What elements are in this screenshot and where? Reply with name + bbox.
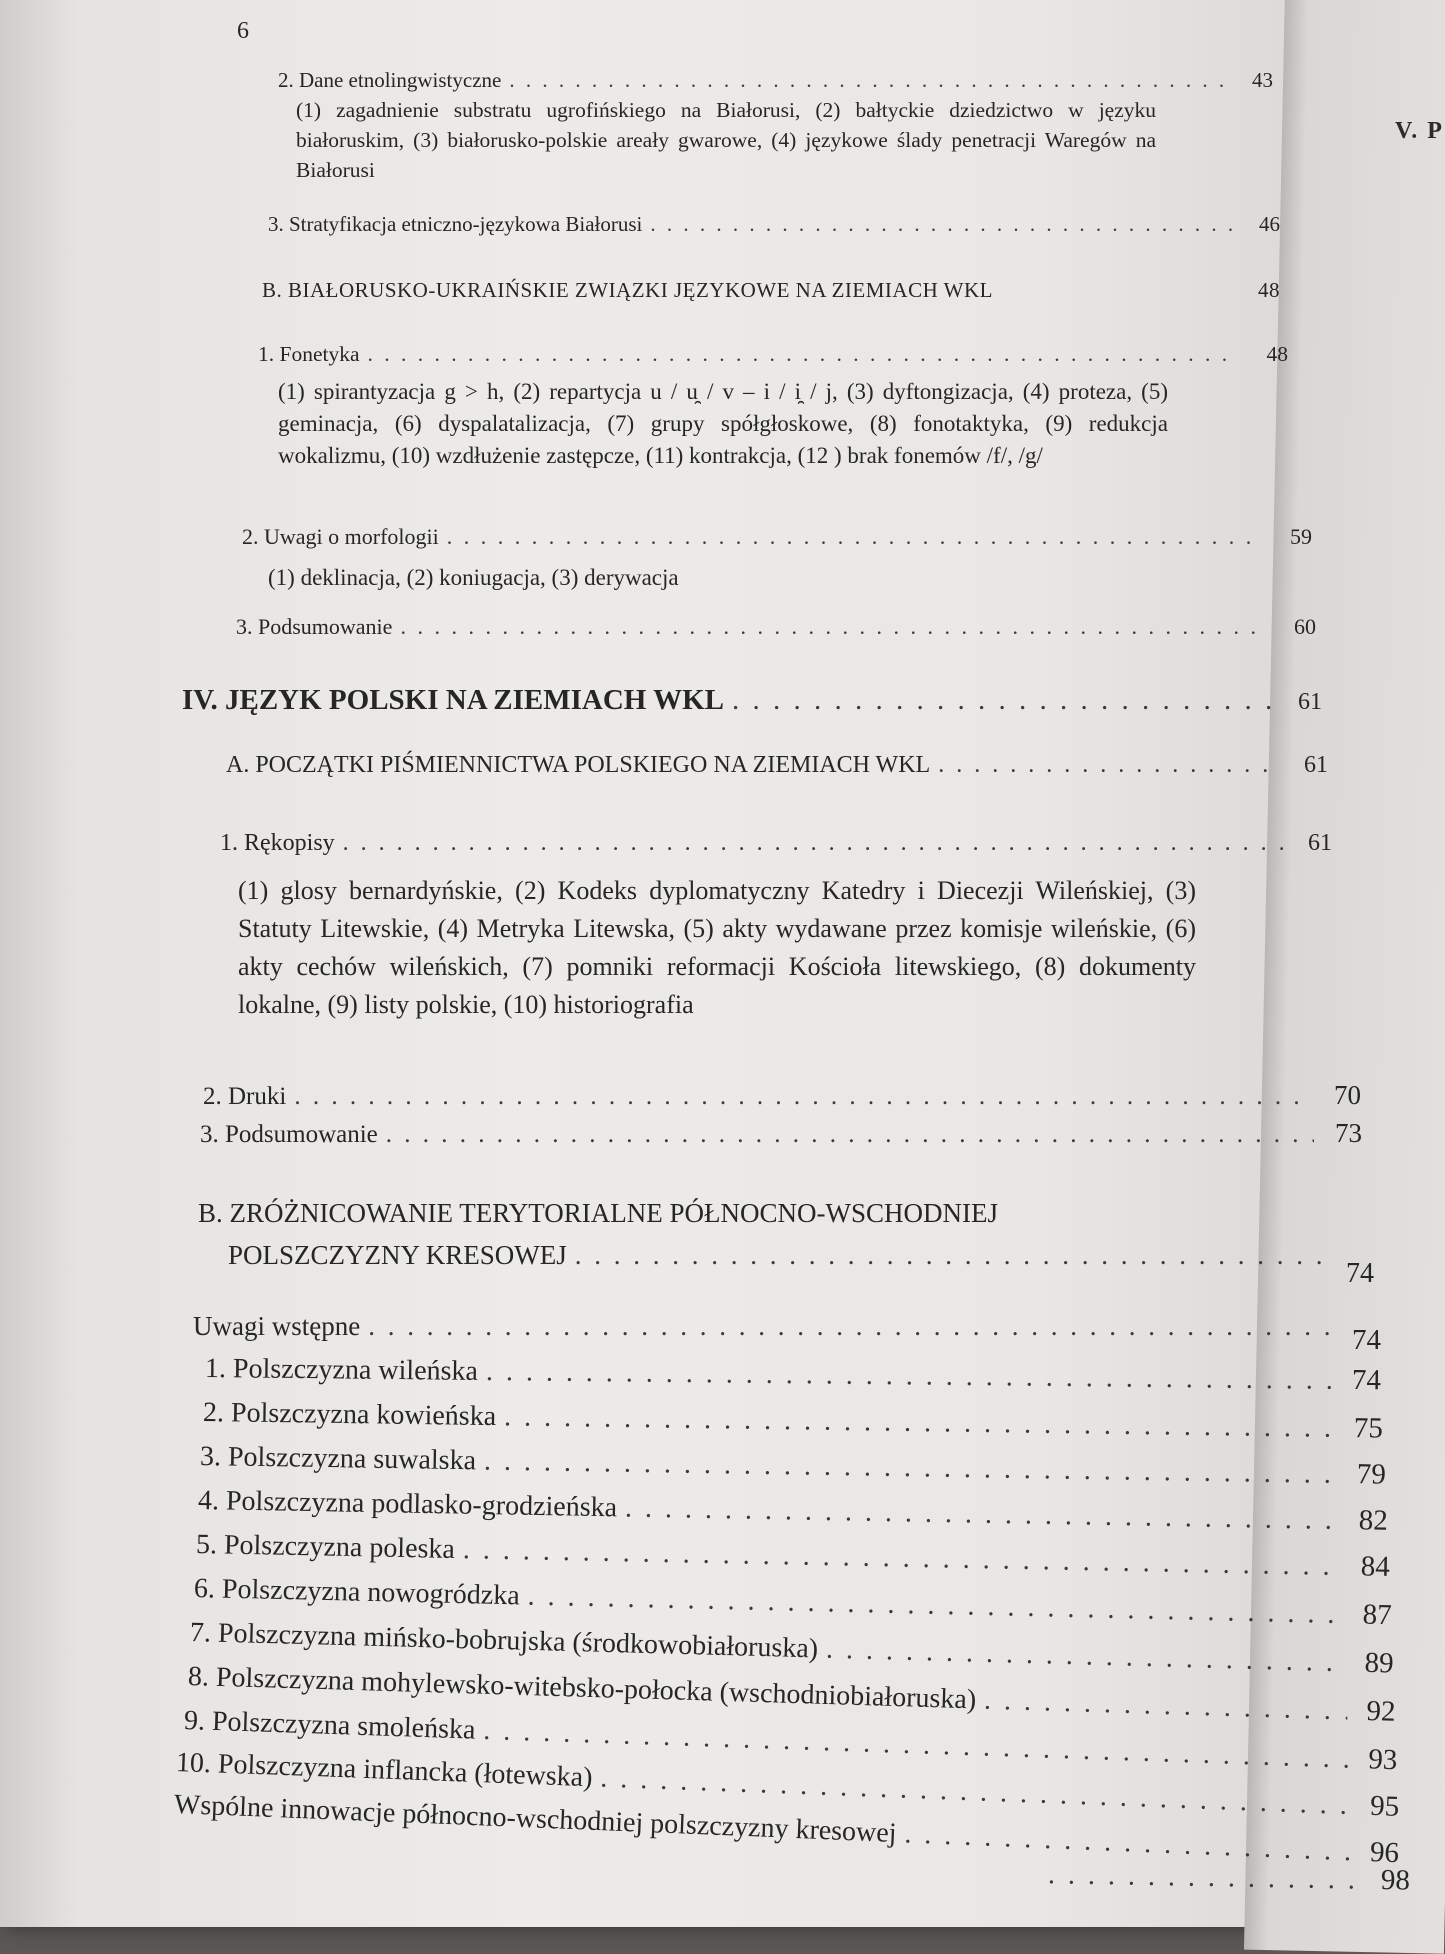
- leader-dots: [447, 524, 1264, 550]
- toc-entry-label: 1. Fonetyka: [258, 342, 360, 366]
- toc-entry-page: 59: [1290, 524, 1312, 549]
- toc-entry: [236, 614, 1316, 640]
- toc-entry-page: 73: [1335, 1118, 1362, 1148]
- leader-dots: [732, 684, 1274, 717]
- toc-entry-label: 3. Polszczyzna suwalska: [199, 1441, 477, 1477]
- toc-entry-label: A. POCZĄTKI PIŚMIENNICTWA POLSKIEGO NA ZIEMIACH WKL: [226, 752, 931, 778]
- toc-entry: [198, 1484, 1388, 1538]
- toc-entry-label: 8. Polszczyzna mohylewsko-witebsko-połocka (wschodniobiałoruska): [187, 1661, 977, 1716]
- toc-entry-page: 48: [1258, 278, 1280, 302]
- leader-dots: [625, 1492, 1340, 1536]
- toc-entry: [193, 1310, 1381, 1356]
- toc-entry-page: 43: [1252, 68, 1273, 92]
- leader-dots: [484, 1445, 1338, 1490]
- toc-section-heading: [262, 278, 1280, 303]
- leader-dots: [1048, 1859, 1363, 1896]
- toc-entry-page: 95: [1369, 1789, 1400, 1823]
- toc-entry: [203, 1396, 1383, 1445]
- page-number: 6: [237, 18, 249, 44]
- leader-dots: [938, 752, 1280, 779]
- toc-chapter-heading: [182, 684, 1322, 717]
- toc-entry: [1040, 1858, 1411, 1897]
- toc-entry-page: 61: [1308, 830, 1332, 856]
- toc-entry-label: 7. Polszczyzna mińsko-bobrujska (środkowobiałoruska): [189, 1617, 819, 1665]
- toc-entry-label: 3. Podsumowanie: [200, 1121, 378, 1148]
- toc-entry-description: (1) zagadnienie substratu ugrofińskiego na Białorusi, (2) bałtyckie dziedzictwo w języku białoruskim, (3) białorusko-polskie areały gwarowe, (4) językowe ślady penetracji Waregów na Białorusi: [296, 98, 1156, 182]
- toc-entry: [242, 524, 1312, 550]
- toc-entry-page: 82: [1358, 1504, 1389, 1537]
- toc-entry: [203, 1080, 1361, 1111]
- toc-entry: [220, 830, 1332, 857]
- toc-entry-description: (1) glosy bernardyńskie, (2) Kodeks dyplomatyczny Katedry i Diecezji Wileńskiej, (3) Statuty Litewskie, (4) Metryka Litewska, (5) akty wydawane przez komisje wileńskie, (6) akty cechów wileńskich, (7) pomniki reformacji Kościoła litewskiego, (8) dokumenty lokalne, (9) listy polskie, (10) historiografia: [238, 876, 1196, 1019]
- toc-entry-label: 1. Polszczyzna wileńska: [204, 1353, 479, 1387]
- toc-entry-label: 3. Podsumowanie: [236, 614, 393, 639]
- toc-entry-label: B. BIAŁORUSKO-UKRAIŃSKIE ZWIĄZKI JĘZYKOWE NA ZIEMIACH WKL: [262, 278, 993, 302]
- toc-entry-page: 92: [1366, 1694, 1396, 1728]
- toc-entry-label: 4. Polszczyzna podlasko-grodzieńska: [197, 1485, 618, 1524]
- toc-entry-label: Wspólne innowacje północno-wschodniej polszczyzny kresowej: [173, 1789, 898, 1850]
- toc-section-heading: [226, 752, 1328, 779]
- toc-entry-label: 2. Dane etnolingwistyczne: [278, 68, 502, 92]
- leader-dots: [294, 1083, 1313, 1111]
- leader-dots: [504, 1401, 1335, 1445]
- toc-entry: [278, 68, 1273, 93]
- leader-dots: [368, 1311, 1333, 1342]
- toc-entry: [200, 1118, 1362, 1149]
- leader-dots: [368, 342, 1240, 367]
- toc-entry: [200, 1440, 1386, 1492]
- leader-dots: [650, 212, 1232, 237]
- leader-dots: [575, 1240, 1326, 1271]
- toc-entry-label: 9. Polszczyzna smoleńska: [183, 1705, 476, 1746]
- leader-dots: [527, 1581, 1344, 1632]
- toc-entry-page: 84: [1360, 1550, 1391, 1583]
- toc-entry-page: 79: [1356, 1458, 1387, 1491]
- facing-page-heading: V. P: [1395, 118, 1444, 144]
- toc-entry-page: 75: [1353, 1412, 1384, 1445]
- leader-dots: [486, 1356, 1333, 1397]
- toc-entry-page: 61: [1304, 752, 1328, 778]
- toc-section-heading-line1: B. ZRÓŻNICOWANIE TERYTORIALNE PÓŁNOCNO-WSCHODNIEJ: [198, 1198, 998, 1228]
- toc-entry-page: 48: [1266, 342, 1288, 366]
- toc-entry: [268, 212, 1280, 237]
- toc-entry-page: 93: [1367, 1743, 1398, 1777]
- toc-entry-label: 5. Polszczyzna poleska: [195, 1529, 456, 1565]
- toc-entry-page: 87: [1362, 1598, 1393, 1632]
- toc-entry-label: Uwagi wstępne: [193, 1311, 361, 1341]
- toc-entry-page: 98: [1380, 1863, 1411, 1897]
- toc-entry-page: 60: [1294, 614, 1316, 639]
- leader-dots: [400, 614, 1268, 640]
- toc-entry-page: 61: [1298, 689, 1322, 715]
- leader-dots: [386, 1121, 1314, 1149]
- toc-entry-page: 74: [1346, 1258, 1374, 1289]
- toc-entry-label: 10. Polszczyzna inflancka (łotewska): [175, 1747, 594, 1794]
- toc-entry-label: 2. Druki: [203, 1083, 287, 1110]
- toc-entry-label: 2. Uwagi o morfologii: [242, 524, 439, 549]
- toc-entry: [205, 1352, 1381, 1397]
- toc-entry-page: 70: [1334, 1080, 1361, 1110]
- toc-entry-page: 74: [1351, 1364, 1382, 1397]
- toc-entry-page: 74: [1352, 1324, 1381, 1356]
- toc-entry-page: 89: [1364, 1646, 1395, 1680]
- toc-entry-label: POLSZCZYZNY KRESOWEJ: [228, 1240, 567, 1270]
- leader-dots: [343, 830, 1284, 857]
- leader-dots: [984, 1685, 1348, 1728]
- toc-entry-label: 1. Rękopisy: [220, 830, 335, 856]
- leader-dots: [826, 1634, 1346, 1680]
- leader-dots: [463, 1534, 1343, 1583]
- toc-entry-label: 2. Polszczyzna kowieńska: [202, 1397, 497, 1433]
- toc-entry-label: IV. JĘZYK POLSKI NA ZIEMIACH WKL: [182, 684, 724, 716]
- toc-section-heading: [228, 1240, 1374, 1289]
- toc-entry-label: 6. Polszczyzna nowogródzka: [193, 1573, 521, 1612]
- toc-entry-page: 46: [1259, 212, 1280, 236]
- toc-entry-description: (1) spirantyzacja g > h, (2) repartycja u / u̯ / v – i / i̯ / j, (3) dyftongizacja, (4) proteza, (5) geminacja, (6) dyspalatalizacja, (7) grupy spółgłoskowe, (8) fonotaktyka, (9) redukcja wokalizmu, (10) wzdłużenie zastępcze, (11) kontrakcja, (12 ) brak fonemów /f/, /g/: [278, 379, 1168, 468]
- leader-dots: [509, 68, 1225, 93]
- toc-entry-description: (1) deklinacja, (2) koniugacja, (3) derywacja: [268, 565, 679, 590]
- toc-entry-label: 3. Stratyfikacja etniczno-językowa Białorusi: [268, 212, 643, 236]
- toc-entry: [258, 342, 1288, 367]
- toc-entry-page: 96: [1369, 1836, 1400, 1870]
